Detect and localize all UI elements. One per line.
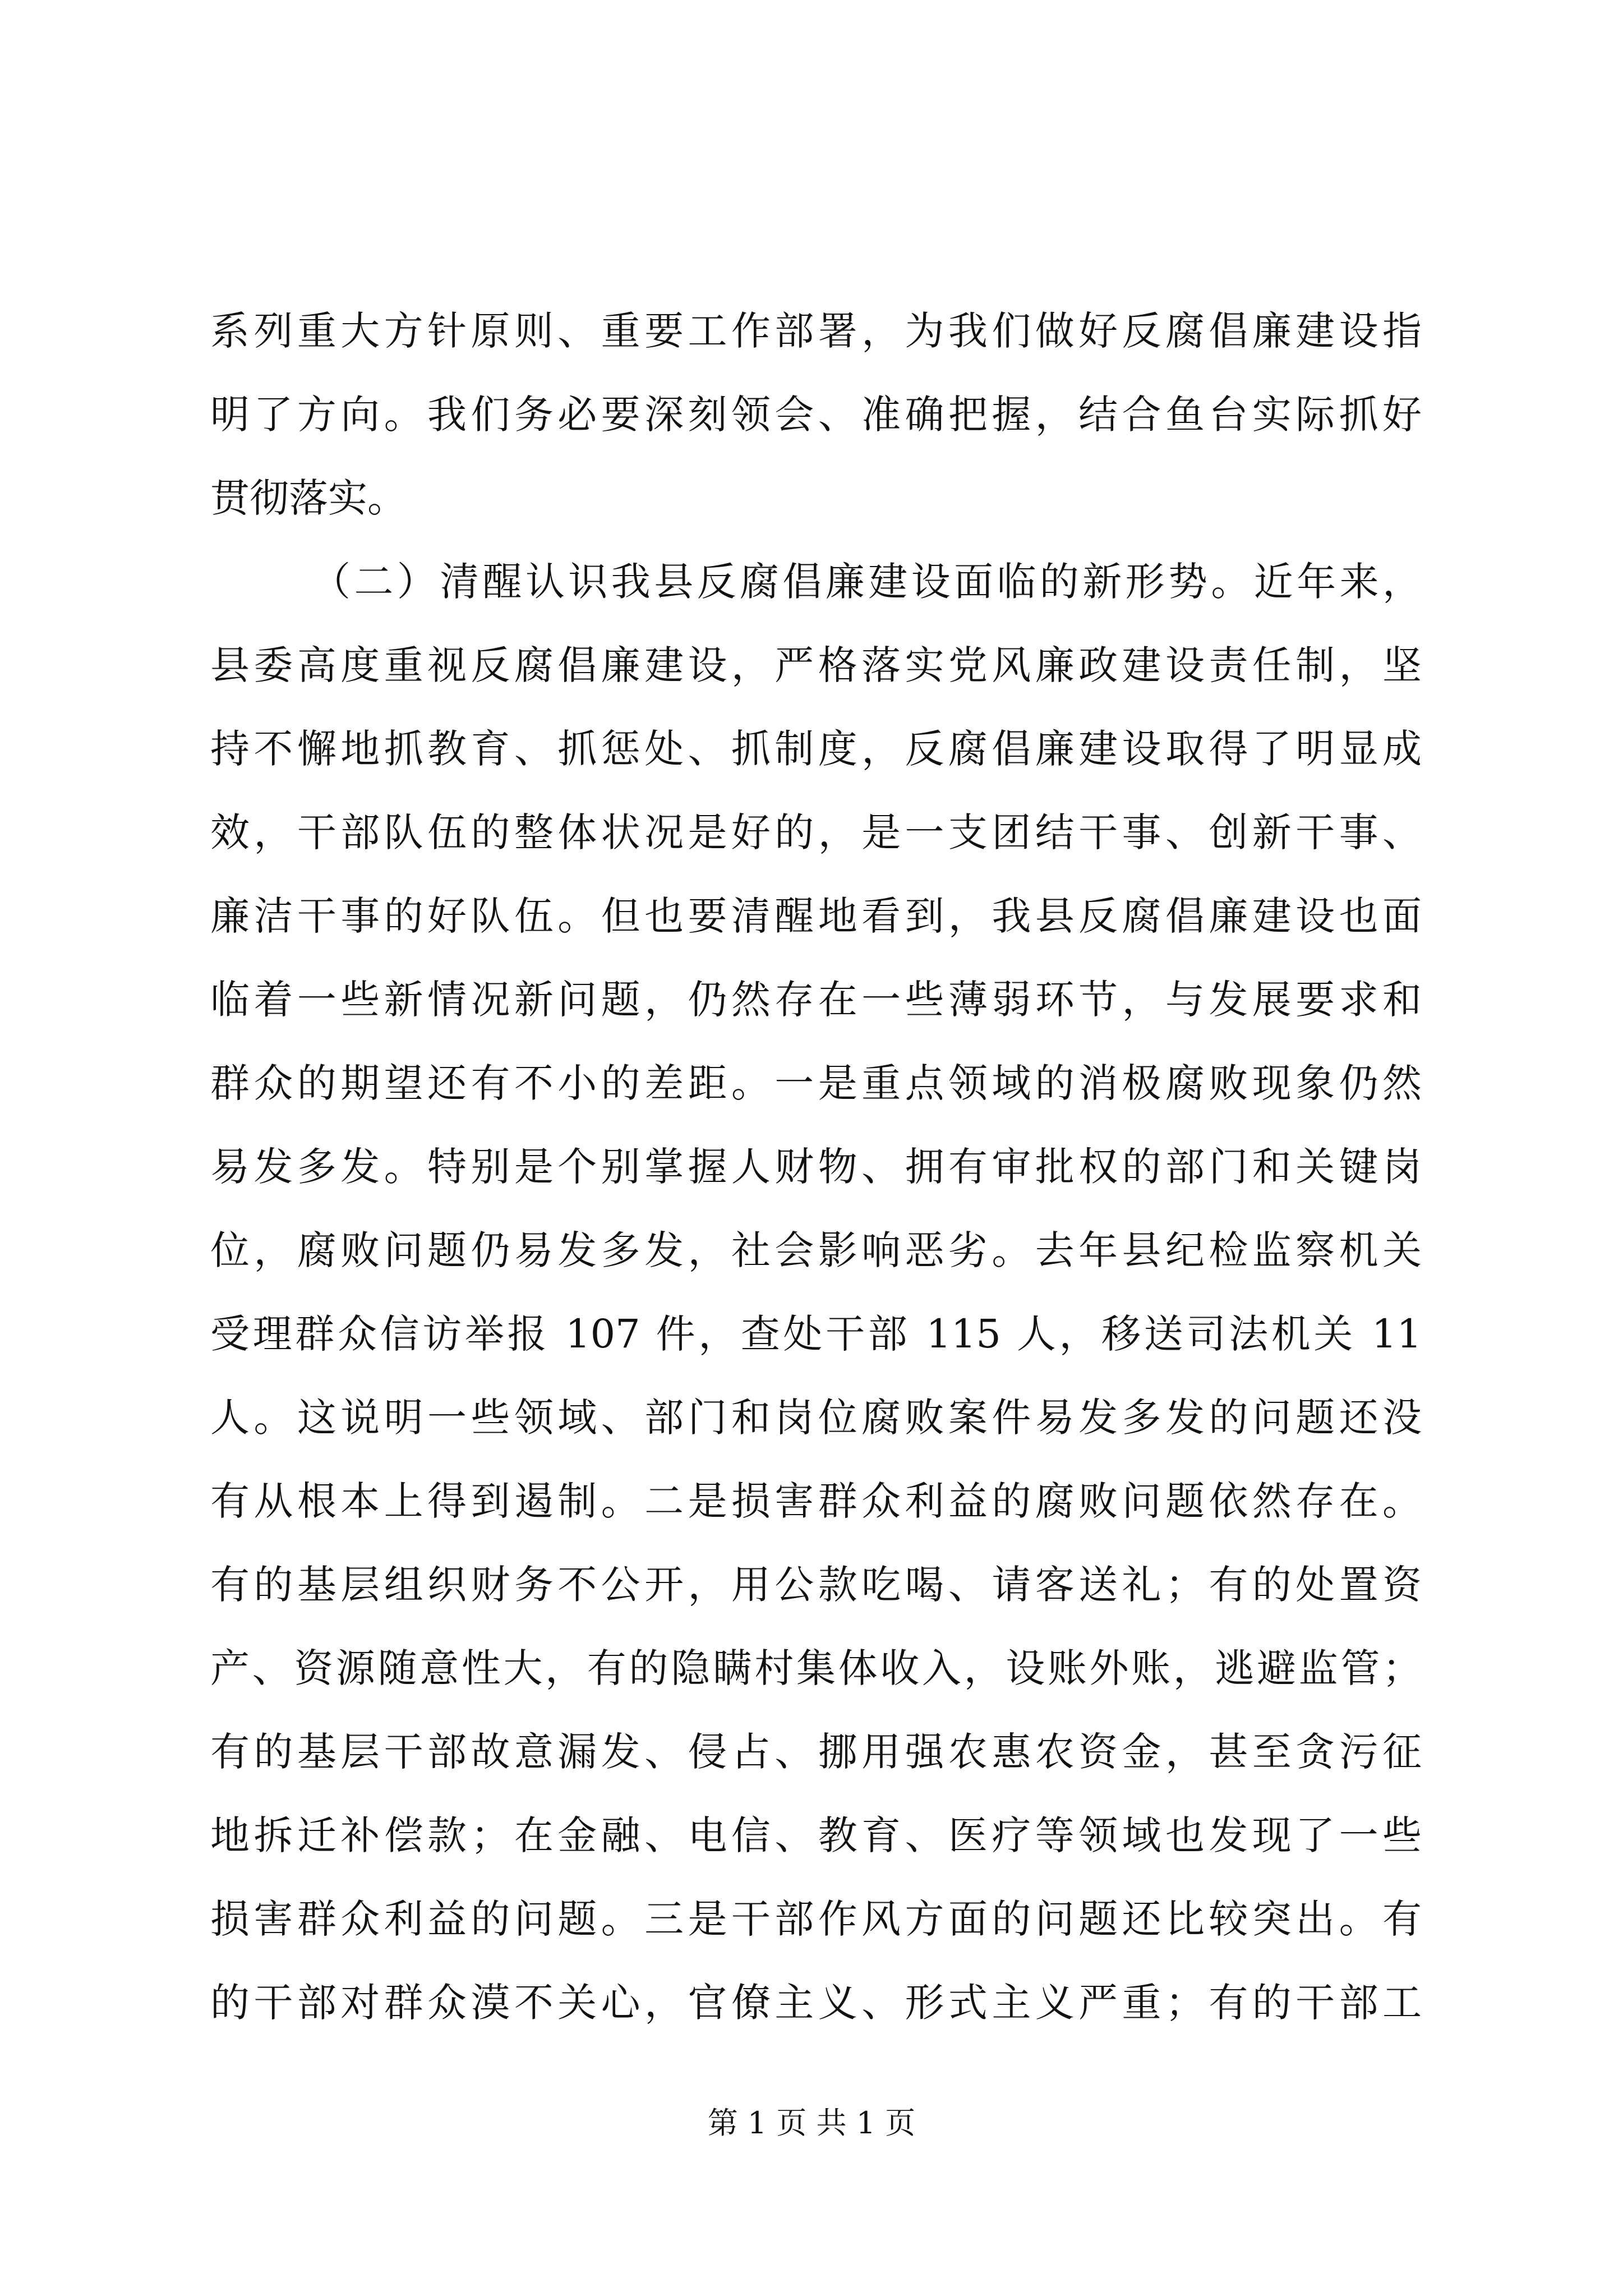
text-line: 持不懈地抓教育、抓惩处、抓制度，反腐倡廉建设取得了明显成	[210, 726, 1422, 772]
page-number-label: 第 1 页 共 1 页	[707, 2105, 916, 2141]
page-footer	[0, 2101, 1623, 2146]
text-line: 有从根本上得到遏制。二是损害群众利益的腐败问题依然存在。	[210, 1478, 1422, 1524]
text-line: 系列重大方针原则、重要工作部署，为我们做好反腐倡廉建设指	[210, 308, 1422, 354]
text-line: 群众的期望还有不小的差距。一是重点领域的消极腐败现象仍然	[210, 1060, 1422, 1106]
paragraph-heading-line: （二）清醒认识我县反腐倡廉建设面临的新形势。近年来，	[311, 559, 1422, 605]
text-line: 地拆迁补偿款；在金融、电信、教育、医疗等领域也发现了一些	[210, 1812, 1422, 1858]
body-text	[210, 289, 1422, 2045]
text-line: 临着一些新情况新问题，仍然存在一些薄弱环节，与发展要求和	[210, 977, 1422, 1023]
text-line: 位，腐败问题仍易发多发，社会影响恶劣。去年县纪检监察机关	[210, 1227, 1422, 1273]
text-line: 易发多发。特别是个别掌握人财物、拥有审批权的部门和关键岗	[210, 1144, 1422, 1190]
text-line: 明了方向。我们务必要深刻领会、准确把握，结合鱼台实际抓好	[210, 392, 1422, 438]
text-line: 的干部对群众漠不关心，官僚主义、形式主义严重；有的干部工	[210, 1980, 1422, 2026]
text-line: 贯彻落实。	[210, 475, 407, 521]
text-line: 人。这说明一些领域、部门和岗位腐败案件易发多发的问题还没	[210, 1395, 1422, 1441]
text-line: 有的基层干部故意漏发、侵占、挪用强农惠农资金，甚至贪污征	[210, 1729, 1422, 1775]
text-line: 廉洁干事的好队伍。但也要清醒地看到，我县反腐倡廉建设也面	[210, 893, 1422, 939]
text-line: 产、资源随意性大，有的隐瞒村集体收入，设账外账，逃避监管；	[210, 1645, 1422, 1691]
text-line: 受理群众信访举报 107 件，查处干部 115 人，移送司法机关 11	[210, 1311, 1422, 1357]
text-line: 有的基层组织财务不公开，用公款吃喝、请客送礼；有的处置资	[210, 1562, 1422, 1608]
text-line: 效，干部队伍的整体状况是好的，是一支团结干事、创新干事、	[210, 809, 1422, 855]
text-line: 县委高度重视反腐倡廉建设，严格落实党风廉政建设责任制，坚	[210, 642, 1422, 688]
text-line: 损害群众利益的问题。三是干部作风方面的问题还比较突出。有	[210, 1896, 1422, 1942]
